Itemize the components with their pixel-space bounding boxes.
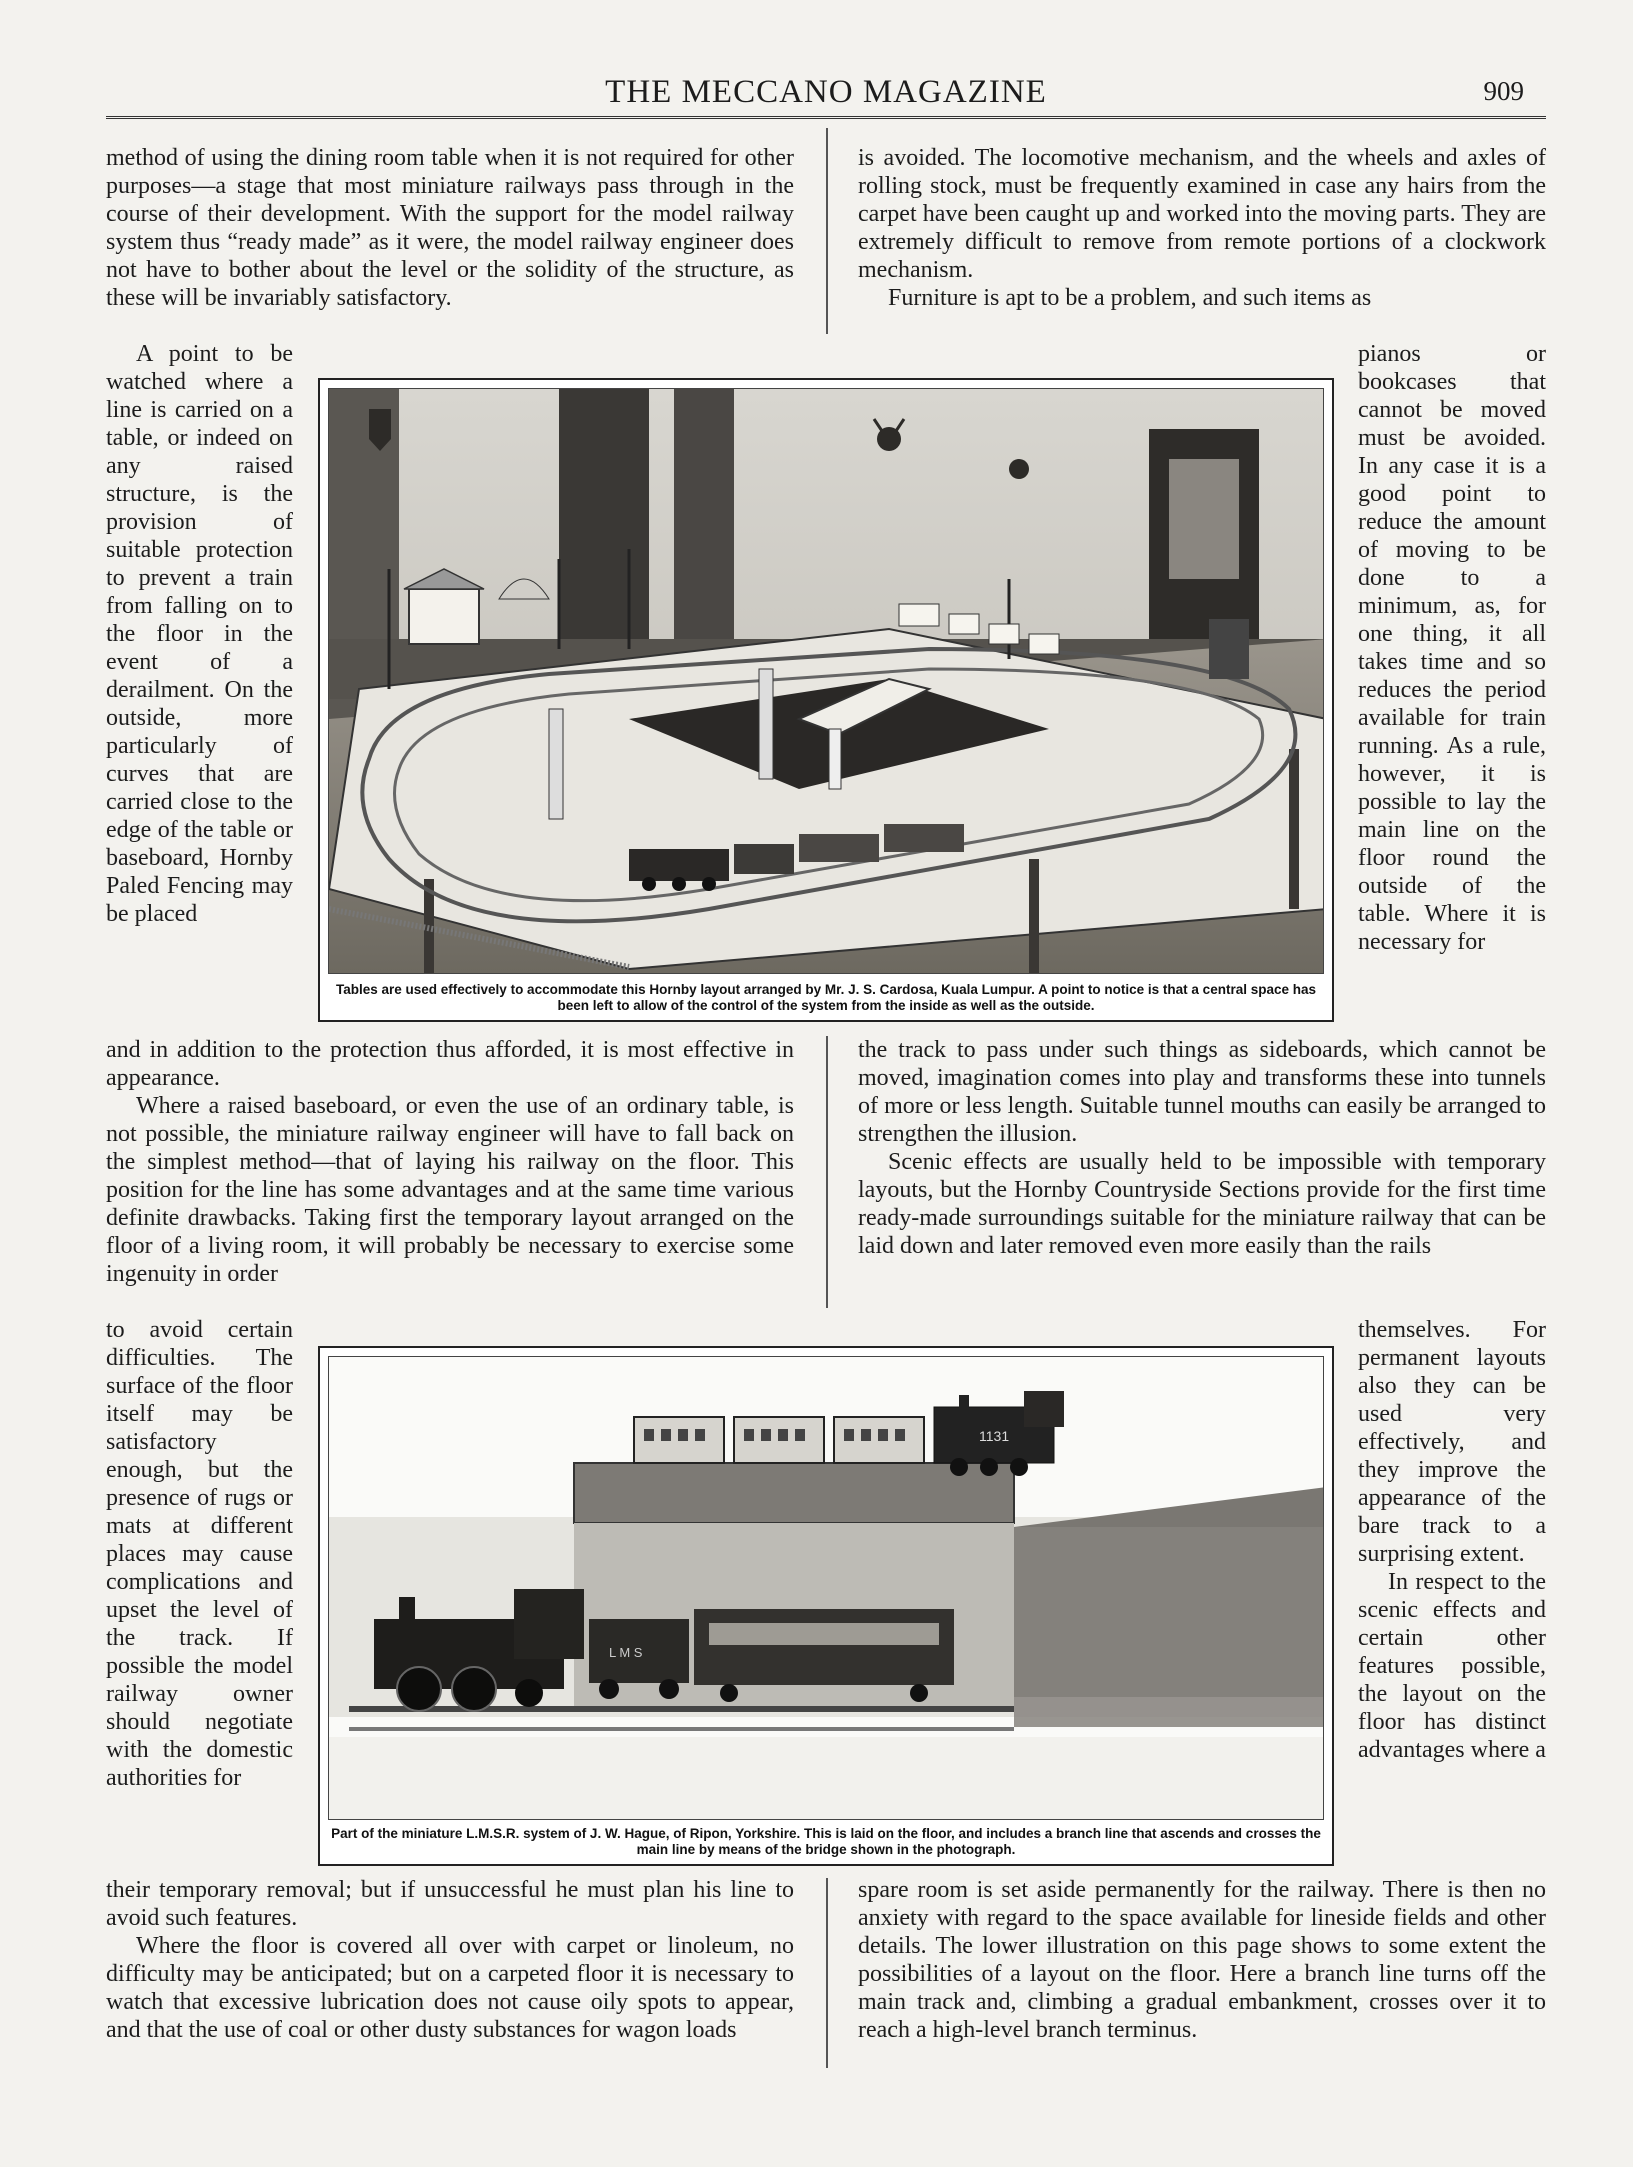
right-wrap-text-1: pianos or bookcases that cannot be moved must be avoided. In any case it is a good point to reduce the amount of moving to be done to a minimum, as, for one thing, it all takes time and so reduces the period available for train running. As a rule, however, it is possible to lay the main line on the floor round the outside of the table. Where it is necessary for [1358, 341, 1546, 955]
column-divider [826, 1036, 828, 1308]
right-column-top: is avoided. The locomotive mechanism, and the wheels and axles of rolling stock, must be frequently examined in case any hairs from the carpet have been caught up and worked into the moving parts. They are extremely difficult to remove from remote portions of a clockwork mechanism. Furniture is apt to be a problem, and such items as [858, 145, 1546, 311]
page-number: 909 [1483, 76, 1524, 106]
left-wrap-text-1: A point to be watched where a line is carried on a table, or indeed on any raised structure, is the provision of suitable protection to prevent a train from falling on to the floor in the event of a derailment. On the outside, more particularly of curves that are carried close to the edge of the table or baseboard, Hornby Paled Fencing may be placed [106, 341, 293, 927]
floor-layout-photo [328, 1356, 1324, 1820]
table-layout-photo [328, 388, 1324, 974]
right-column-middle: the track to pass under such things as sideboards, which cannot be moved, imagination comes into play and transforms these into tunnels of more or less length. Suitable tunnel mouths can easily be arranged to strengthen the illusion. Scenic effects are usually held to be impossible with temporary layouts, but the Hornby Countryside Sections provide for the first time ready-made surroundings suitable for the miniature railway that can be laid down and later removed even more easily than the rails [858, 1037, 1546, 1259]
bottom-photo-caption: Part of the miniature L.M.S.R. system of J. W. Hague, of Ripon, Yorkshire. This is laid on the floor, and includes a branch line that ascends and crosses the main line by means of the bridge shown in the photograph. [331, 1826, 1321, 1857]
lms-lettering: L M S [609, 1645, 643, 1660]
left-wrap-text-2: to avoid certain difficulties. The surface of the floor itself may be satisfactory enough, but the presence of rugs or mats at different places may cause complications and upset the level of the track. If possible the model railway owner should negotiate with the domestic authorities for [106, 1317, 293, 1791]
left-column-middle: and in addition to the protection thus afforded, it is most effective in appearance. Where a raised baseboard, or even the use of an ordinary table, is not possible, the miniature railway engineer will have to fall back on the simplest method—that of laying his railway on the floor. This position for the line has some advantages and at the same time various definite drawbacks. Taking first the temporary layout arranged on the floor of a living room, it will probably be necessary to exercise some ingenuity in order [106, 1037, 794, 1287]
magazine-title: THE MECCANO MAGAZINE [605, 74, 1047, 110]
top-photo-figure [318, 378, 1334, 1022]
left-column-top: method of using the dining room table when it is not required for other purposes—a stage that most miniature railways pass through in the course of their development. With the support for the model railway system thus “ready made” as it were, the model railway engineer does not have to bother about the level or the solidity of the structure, as these will be invariably satisfactory. [106, 145, 794, 311]
left-column-bottom: their temporary removal; but if unsuccessful he must plan his line to avoid such features. Where the floor is covered all over with carpet or linoleum, no difficulty may be anticipated; but on a carpeted floor it is necessary to watch that excessive lubrication does not cause oily spots to appear, and that the use of coal or other dusty substances for wagon loads [106, 1877, 794, 2043]
column-divider [826, 1878, 828, 2068]
top-photo-caption: Tables are used effectively to accommodate this Hornby layout arranged by Mr. J. S. Cardosa, Kuala Lumpur. A point to notice is that a central space has been left to allow of the control of the system from the inside as well as the outside. [335, 982, 1316, 1013]
bottom-photo-figure [318, 1346, 1334, 1866]
column-divider [826, 128, 828, 334]
right-wrap-text-2: themselves. For permanent layouts also they can be used very effectively, and they improve the appearance of the bare track to a surprising extent. In respect to the scenic effects and certain other features possible, the layout on the floor has distinct advantages where a [1358, 1317, 1546, 1763]
upper-loco-number: 1131 [979, 1428, 1010, 1444]
right-column-bottom: spare room is set aside permanently for the railway. There is then no anxiety with regard to the space available for lineside fields and other details. The lower illustration on this page shows to some extent the possibilities of a layout on the floor. Here a branch line turns off the main track and, climbing a gradual embankment, crosses over it to reach a high-level branch terminus. [858, 1877, 1546, 2043]
page-header [106, 70, 1546, 119]
